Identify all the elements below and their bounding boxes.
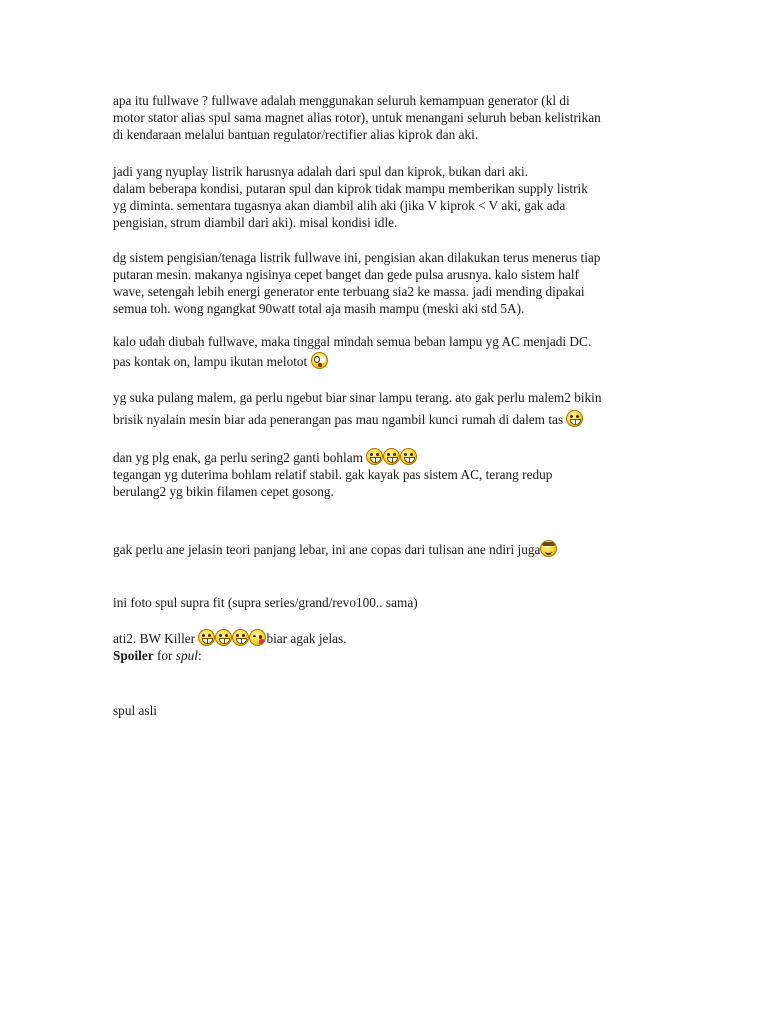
grin-emoticon-icon xyxy=(232,629,249,646)
text-fragment: for xyxy=(153,648,176,663)
paragraph-charging-system xyxy=(113,249,673,317)
grin-emoticon-icon xyxy=(566,410,583,427)
spoiler-target: spul xyxy=(175,648,198,663)
text-line: ini foto spul supra fit (supra series/grand/revo100.. sama) xyxy=(113,595,418,610)
paragraph-copas-note xyxy=(113,540,673,558)
paragraph-fullwave-definition xyxy=(113,92,673,143)
text-line: dg sistem pengisian/tenaga listrik fullwave ini, pengisian akan dilakukan terus menerus tiap xyxy=(113,250,601,265)
paragraph-night-riding xyxy=(113,389,673,428)
paragraph-spul-asli xyxy=(113,702,673,719)
text-line: yg diminta. sementara tugasnya akan diambil alih aki (jika V kiprok < V aki, gak ada xyxy=(113,198,566,213)
text-fragment: : xyxy=(197,648,202,663)
text-line xyxy=(113,352,673,370)
paragraph-photo-caption xyxy=(113,594,673,611)
grin-emoticon-icon xyxy=(215,629,232,646)
text-line: kalo udah diubah fullwave, maka tinggal mindah semua beban lampu yg AC menjadi DC. xyxy=(113,334,592,349)
text-fragment: biar agak jelas. xyxy=(266,631,347,646)
text-line xyxy=(113,448,673,466)
text-fragment: dan yg plg enak, ga perlu sering2 ganti bohlam xyxy=(113,450,363,465)
text-line: jadi yang nyuplay listrik harusnya adalah dari spul dan kiprok, bukan dari aki. xyxy=(113,164,529,179)
text-line: semua toh. wong ngangkat 90watt total aja masih mampu (meski aki std 5A). xyxy=(113,301,525,316)
text-line: tegangan yg duterima bohlam relatif stabil. gak kayak pas sistem AC, terang redup xyxy=(113,467,553,482)
spoiler-line xyxy=(113,647,673,664)
grin-emoticon-icon xyxy=(366,448,383,465)
text-line: di kendaraan melalui bantuan regulator/rectifier alias kiprok dan aki. xyxy=(113,127,479,142)
text-line: pengisian, strum diambil dari aki). misal kondisi idle. xyxy=(113,215,398,230)
text-line: apa itu fullwave ? fullwave adalah menggunakan seluruh kemampuan generator (kl di xyxy=(113,93,570,108)
spoiler-label: Spoiler xyxy=(113,648,154,663)
text-line xyxy=(113,629,673,647)
paragraph-warning xyxy=(113,629,673,664)
text-fragment: pas kontak on, lampu ikutan melotot xyxy=(113,354,308,369)
text-line: berulang2 yg bikin filamen cepet gosong. xyxy=(113,484,334,499)
grin-emoticon-icon xyxy=(400,448,417,465)
text-line xyxy=(113,410,673,428)
paragraph-ac-to-dc xyxy=(113,333,673,370)
paragraph-bulb-benefit xyxy=(113,448,673,500)
text-line: dalam beberapa kondisi, putaran spul dan kiprok tidak mampu memberikan supply listrik xyxy=(113,181,588,196)
text-line: spul asli xyxy=(113,703,157,718)
grin-emoticon-icon xyxy=(383,448,400,465)
text-line: putaran mesin. makanya ngisinya cepet banget dan gede pulsa arusnya. kalo sistem half xyxy=(113,267,579,282)
text-fragment: brisik nyalain mesin biar ada penerangan pas mau ngambil kunci rumah di dalem tas xyxy=(113,412,564,427)
text-line: wave, setengah lebih energi generator ente terbuang sia2 ke massa. jadi mending dipakai xyxy=(113,284,585,299)
hat-emoticon-icon xyxy=(540,540,557,557)
text-fragment: ati2. BW Killer xyxy=(113,631,196,646)
paragraph-supply-source xyxy=(113,163,673,231)
text-line: yg suka pulang malem, ga perlu ngebut biar sinar lampu terang. ato gak perlu malem2 bikin xyxy=(113,390,602,405)
grin-emoticon-icon xyxy=(198,629,215,646)
text-line: motor stator alias spul sama magnet alias rotor), untuk menangani seluruh beban kelistrikan xyxy=(113,110,601,125)
kiss-emoticon-icon xyxy=(249,629,266,646)
wow-emoticon-icon xyxy=(311,352,328,369)
text-line xyxy=(113,540,673,558)
text-fragment: gak perlu ane jelasin teori panjang lebar, ini ane copas dari tulisan ane ndiri juga xyxy=(113,542,541,557)
